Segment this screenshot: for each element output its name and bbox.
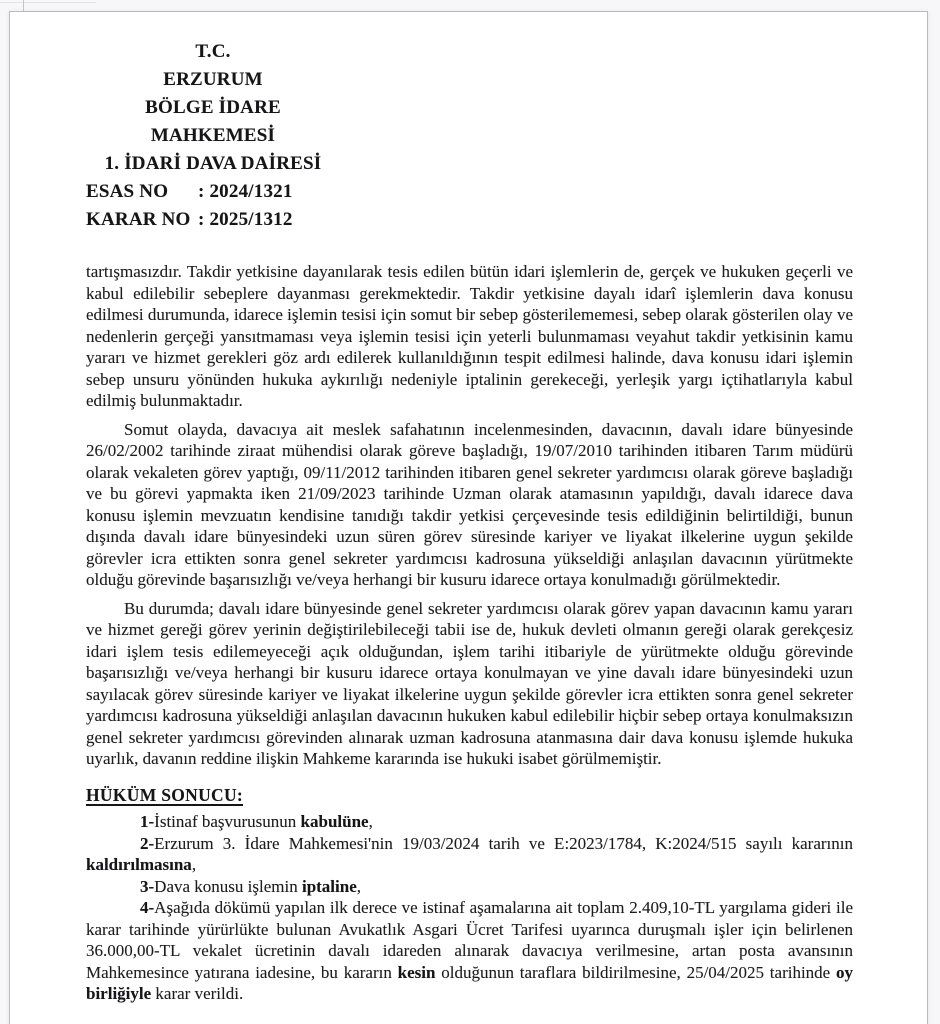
ruling-heading: HÜKÜM SONUCU:	[86, 784, 244, 805]
court-name-line: BÖLGE İDARE MAHKEMESİ	[145, 97, 281, 146]
body-paragraph-2: Somut olayda, davacıya ait meslek safahatının incelenmesinden, davacının, davalı idare bünyesinde 26/02/2002 tarihinde ziraat mühendisi olarak göreve başladığı, 19/07/2010 tarihinden itibaren Tarım müdürü olarak vekaleten görev yaptığı, 09/11/2012 tarihinden itibaren genel sekreter yardımcısı olarak göreve başladığı ve bu görevi yapmakta iken 21/09/2023 tarihinde Uzman olarak atamasının yapıldığı, davalı idarece dava konusu işlemin mevzuatın kendisine tanıdığı takdir yetkisi çerçevesinde tesis edildiğinin belirtildiği, bunun dışında davalı idare bünyesindeki uzun süren görev süresinde kariyer ve liyakat ilkelerine uygun şekilde görevler icra ettikten sonra genel sekreter yardımcısı kadrosuna yükseldiği anlaşılan davacının yürütmekte olduğu görevinde başarısızlığı ve/veya herhangi bir kusuru idarece ortaya konulmadığı görülmektedir.	[86, 419, 853, 589]
republic-line: T.C.	[195, 41, 231, 62]
body-paragraph-3: Bu durumda; davalı idare bünyesinde genel sekreter yardımcısı olarak görev yapan davacının kamu yararı ve hizmet gereği görev yerinin değiştirilebileceği tabii ise de, hukuk devleti olmanın gereği olarak gerekçesiz idari işlem tesis edilemeyeceği açık olduğundan, işlem tarihi itibariyle de yürütmekte olduğu görevinde başarısızlığı ve/veya herhangi bir kusuru idarece ortaya konulmayan ve yine davalı idare bünyesindeki uzun sayılacak görev süresinde kariyer ve liyakat ilkelerine uygun şekilde görevler icra ettikten sonra genel sekreter yardımcısı kadrosuna yükseldiği anlaşılan davacının hukuken kabul edilebilir hiçbir sebep ortaya konulmaksızın genel sekreter yardımcısı görevinden alınarak uzman kadrosuna atanmasına dair dava konusu işlemde hukuka uyarlık, davanın reddine ilişkin Mahkeme kararında ise hukuki isabet görülmemiştir.	[86, 598, 853, 768]
case-number-row	[86, 178, 853, 206]
document-page	[9, 11, 928, 1024]
karar-no-label: KARAR NO	[86, 209, 191, 230]
esas-no-value: : 2024/1321	[198, 181, 293, 202]
ruling-item-4-text-1: Aşağıda dökümü yapılan ilk derece ve istinaf aşamalarına ait toplam 2.409,10-TL yargılama gideri ile karar tarihinde yürürlükte bulunan Avukatlık Asgari Ücret Tarifesi uyarınca duruşmalı işler için belirlenen 36.000,00-TL vekalet ücretinin davalı idareden alınarak davacıya verilmesine, artan posta avansının Mahkemesince yatırana iadesine, bu kararın	[86, 898, 853, 982]
ruling-item-2-tail: ,	[191, 855, 197, 874]
ruling-item-1-number: 1-	[140, 812, 155, 831]
decision-number-row	[86, 206, 853, 234]
ruling-item-2	[86, 833, 853, 876]
decision-body	[86, 261, 853, 1005]
ruling-item-4	[86, 897, 853, 1005]
chamber-line: 1. İDARİ DAVA DAİRESİ	[104, 153, 322, 174]
ruling-item-3-emphasis: iptaline	[301, 876, 357, 896]
ruling-item-2-text: Erzurum 3. İdare Mahkemesi'nin 19/03/2024 tarih ve E:2023/1784, K:2024/515 sayılı kararının	[154, 833, 853, 853]
karar-no-value: : 2025/1312	[198, 209, 293, 230]
ruling-item-3-number: 3-	[140, 876, 155, 896]
ruling-item-3-tail: ,	[356, 876, 362, 896]
ruling-item-1-tail: ,	[368, 812, 373, 831]
esas-no-label: ESAS NO	[86, 181, 169, 202]
city-line: ERZURUM	[163, 69, 263, 90]
ruling-item-1-emphasis: kabulüne	[300, 812, 369, 831]
ruling-item-4-emphasis-unanimity: oy birliğiyle	[86, 962, 853, 1003]
document-content	[10, 12, 927, 1005]
ruling-item-4-emphasis-kesin: kesin	[397, 962, 436, 982]
court-header-centered-block	[86, 38, 340, 178]
court-header	[86, 38, 853, 234]
ruling-item-1-text: İstinaf başvurusunun	[154, 812, 301, 831]
ruling-item-4-text-2: olduğunun taraflara bildirilmesine, 25/04/2025 tarihinde	[435, 962, 836, 982]
ruling-item-4-text-3: karar verildi.	[151, 984, 244, 1003]
ruling-item-1	[86, 811, 853, 833]
ruling-item-2-number: 2-	[140, 833, 155, 853]
ruling-item-4-number: 4-	[140, 898, 155, 917]
scan-edge-artifact	[0, 2, 96, 3]
ruling-item-2-emphasis: kaldırılmasına	[86, 855, 192, 874]
ruling-item-3	[86, 876, 853, 898]
body-paragraph-1: tartışmasızdır. Takdir yetkisine dayanılarak tesis edilen bütün idari işlemlerin de, gerçek ve hukuken geçerli ve kabul edilebilir sebeplere dayanması gerekmektedir. Takdir yetkisine dayalı idarî işlemlerin dava konusu edilmesi durumunda, idarece işlemin tesisi için somut bir sebep gösterilememesi, sebep olarak gösterilen olay ve nedenlerin gerçeği yansıtmaması veya işlemin tesisi için yeterli bulunmaması veyahut takdir yetkisinin kamu yararı ve hizmet gerekleri göz ardı edilerek kullanıldığının tespit edilmesi halinde, dava konusu idari işlemin sebep unsuru yönünden hukuka aykırılığı nedeniyle iptalinin gerekeceği, yerleşik yargı içtihatlarıyla kabul edilmiş bulunmaktadır.	[86, 262, 853, 410]
ruling-item-3-text: Dava konusu işlemin	[154, 876, 302, 896]
